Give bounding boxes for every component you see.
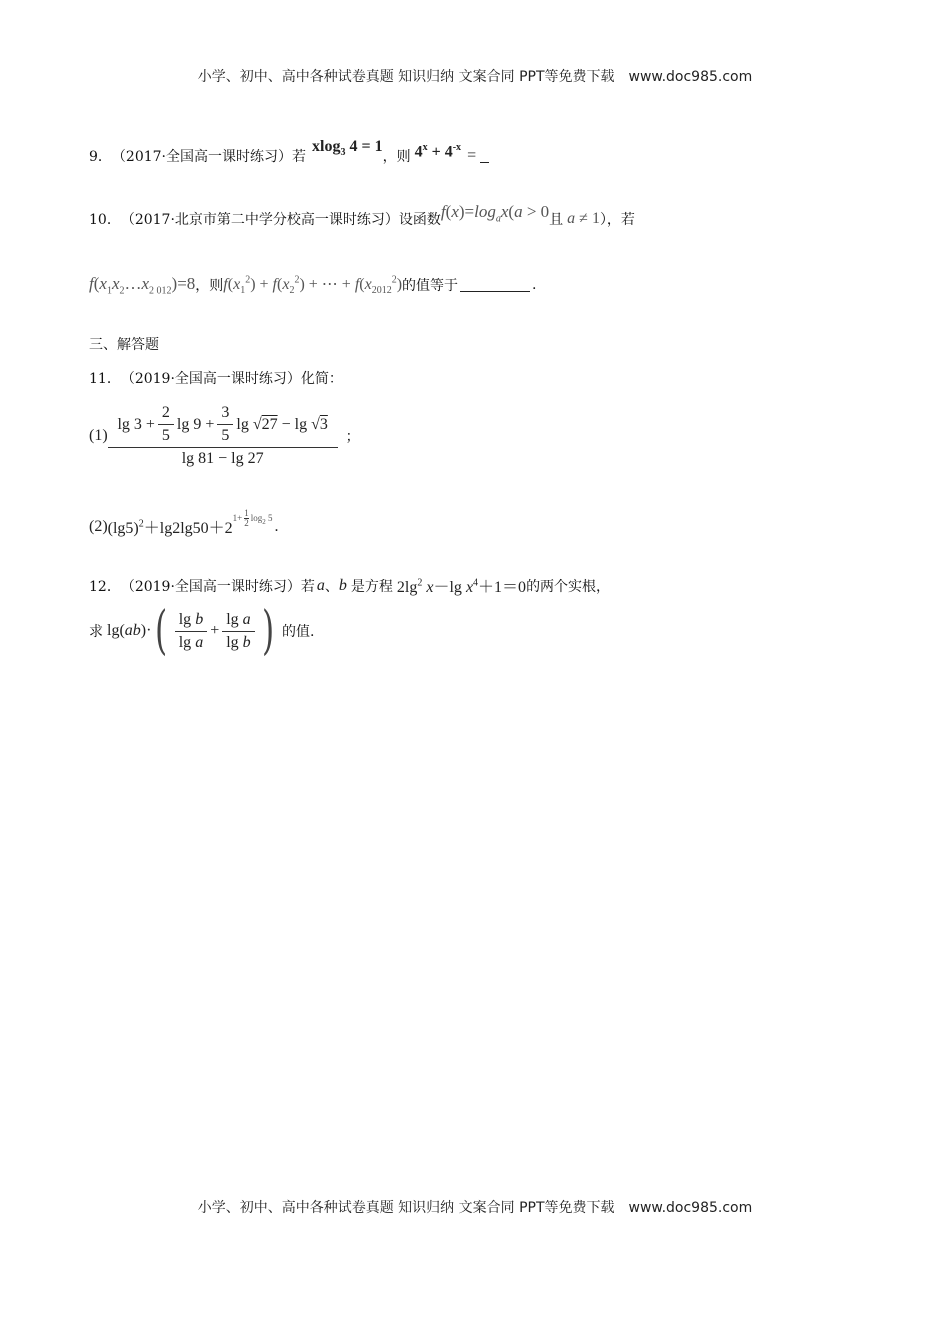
section-3-title <box>89 334 159 354</box>
q10-function: $f(x)=\log_ax(a > 0$ <box>440 202 550 225</box>
q12-source: （2019·全国高一课时练习）若 <box>120 578 315 595</box>
q11-p1-end: ； <box>345 429 360 445</box>
q12-end: 的两个实根， <box>526 578 611 595</box>
q12-var-b: b <box>338 576 347 594</box>
q11-p2-label: (2) <box>89 517 108 535</box>
q10-value-text: 的值等于 <box>402 278 459 295</box>
q11-p2-end: . <box>274 517 279 535</box>
q9-mid: ，则 <box>382 149 411 166</box>
footer-site: www.doc985.com <box>628 1200 753 1216</box>
question-9 <box>89 138 489 166</box>
footer-text: 小学、初中、高中各种试卷真题 知识归纳 文案合同 PPT等免费下载 <box>197 1200 615 1216</box>
q12-mid: 是方程 <box>350 578 393 595</box>
q10-period: . <box>532 277 537 294</box>
q11-part-1 <box>89 404 360 468</box>
q10-number: 10． <box>89 212 121 229</box>
q10-sum: $f(x_1^2) + f(x_2^2)$ + ⋯ + $f(x_{2012}^2)$ <box>223 274 403 297</box>
q11-p2-expression: $(\lg 5)^2+\lg 2\lg 50+2^{1+ \frac{1}{2} log_2 5}$ <box>107 508 273 537</box>
q11-number: 11． <box>89 371 121 387</box>
page-footer <box>0 1197 950 1217</box>
q10-cond-end: ），若 <box>599 212 635 229</box>
q12-frac-2: $\frac{\text{lg a}}{\text{lg b}}$ <box>222 611 254 652</box>
question-11 <box>89 368 343 388</box>
q11-p1-fraction: lg 3 + $\frac{2}{5}$ lg 9 + $\frac{3}{5}$ lg √ 27 − lg √ 3 lg 81 − lg 27 <box>108 404 338 468</box>
page-header <box>0 66 950 86</box>
q12-left-paren: ( <box>155 601 168 661</box>
q9-expression: $4^x + 4^{-x}$ <box>414 142 462 161</box>
header-site: www.doc985.com <box>628 69 753 85</box>
q9-equation: xlog$_3$ 4 = 1 <box>312 138 383 159</box>
question-10 <box>89 202 635 230</box>
q12-right-paren: ) <box>261 601 274 661</box>
question-12: 12． （2019·全国高一课时练习）若 a 、 b 是方程 $2\lg^2$ x－lg $x^4+1=0$ 的两个实根， <box>89 574 610 597</box>
q10-then: ，则 <box>195 278 224 295</box>
header-text: 小学、初中、高中各种试卷真题 知识归纳 文案合同 PPT等免费下载 <box>197 69 615 85</box>
q10-source: （2017·北京市第二中学分校高一课时练习）设函数 <box>120 212 441 229</box>
q10-answer-blank <box>460 279 530 292</box>
q9-source: （2017·全国高一课时练习）若 <box>111 149 307 166</box>
q11-part-2 <box>89 508 279 538</box>
q10-given: $f(x_1x_2\dots x_{2 012})=8$ <box>89 274 196 297</box>
q12-number: 12． <box>89 578 121 595</box>
q9-equals: = <box>467 147 477 165</box>
q10-and: 且 <box>549 212 564 229</box>
q12-expression: lg(ab)· <box>107 622 152 639</box>
q12-equation: $2\lg^2$ x－lg $x^4+1=0$ <box>396 577 527 596</box>
question-12-line2: 求 lg(ab)· ( $\frac{\text{lg b}}{\text{lg a}}$ + $\frac{\text{lg a}}{\text{lg b}}$ ) 的值. <box>89 601 315 661</box>
q12-line2-end: 的值. <box>281 624 315 640</box>
q11-p1-label: (1) <box>89 427 108 444</box>
q10-condition: a ≠ 1 <box>567 210 600 228</box>
q12-frac-1: $\frac{\text{lg b}}{\text{lg a}}$ <box>175 611 207 652</box>
question-10-line2 <box>89 274 536 296</box>
section-3-label: 三、解答题 <box>89 337 159 353</box>
q9-answer-blank <box>480 150 489 163</box>
q12-ask: 求 <box>89 624 103 640</box>
q9-number: 9． <box>89 149 112 166</box>
q11-text: （2019·全国高一课时练习）化简： <box>120 371 343 387</box>
q12-vars: a <box>316 576 325 594</box>
